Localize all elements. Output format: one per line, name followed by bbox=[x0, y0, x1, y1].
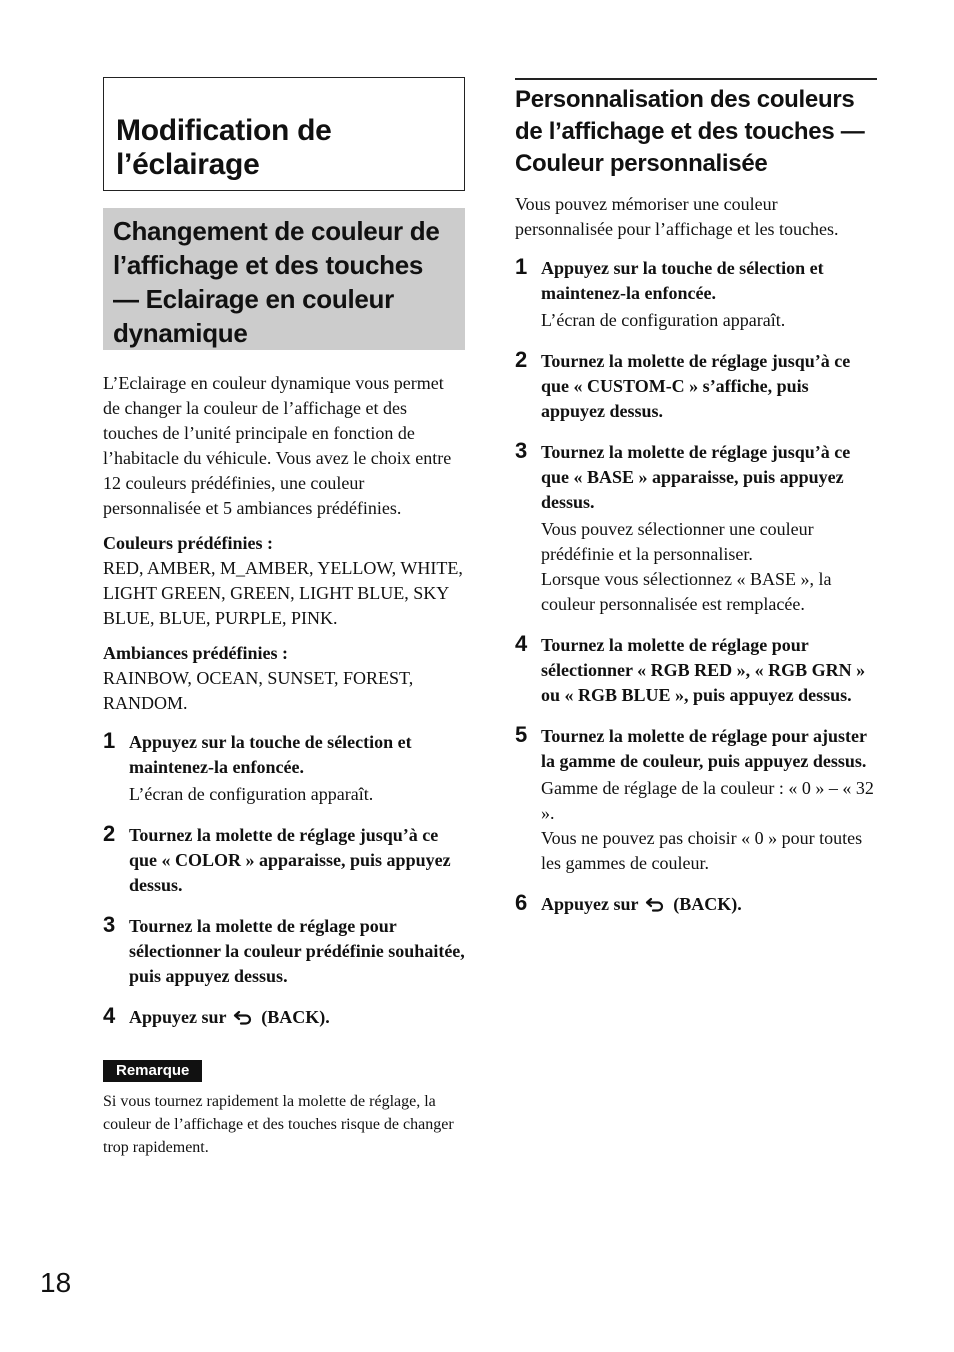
step bbox=[103, 1005, 465, 1030]
step-number: 2 bbox=[103, 821, 116, 846]
steps-list bbox=[515, 256, 877, 917]
step-instruction: Tournez la molette de réglage pour sélectionner « RGB RED », « RGB GRN » ou « RGB BLUE », puis appuyez dessus. bbox=[541, 635, 866, 705]
step-number: 6 bbox=[515, 890, 528, 915]
back-arrow-icon bbox=[233, 1009, 255, 1025]
intro-paragraph: Vous pouvez mémoriser une couleur personnalisée pour l’affichage et les touches. bbox=[515, 194, 839, 239]
step-result-extra: Vous ne pouvez pas choisir « 0 » pour toutes les gammes de couleur. bbox=[541, 828, 863, 873]
right-column bbox=[515, 78, 877, 933]
step-instruction: Tournez la molette de réglage jusqu’à ce que « BASE » apparaisse, puis appuyez dessus. bbox=[541, 442, 851, 512]
section-heading-custom-color: Personnalisation des couleurs de l’affichage et des touches — Couleur personnalisée bbox=[515, 86, 865, 177]
step-instruction: Appuyez sur la touche de sélection et maintenez-la enfoncée. bbox=[541, 258, 824, 303]
step bbox=[515, 440, 877, 617]
steps-list bbox=[103, 730, 465, 1030]
preset-colors-label: Couleurs prédéfinies : bbox=[103, 533, 273, 553]
step-number: 5 bbox=[515, 722, 528, 747]
step-instruction: Appuyez sur la touche de sélection et maintenez-la enfoncée. bbox=[129, 732, 412, 777]
left-column bbox=[103, 77, 465, 1159]
section-heading-box bbox=[515, 78, 877, 180]
step-text-after: (BACK). bbox=[261, 1007, 330, 1027]
section-heading-box bbox=[103, 208, 465, 350]
intro-paragraph: L’Eclairage en couleur dynamique vous permet de changer la couleur de l’affichage et des touches de l’unité principale en fonction de l’habitacle du véhicule. Vous avez le choix entre 12 couleurs prédéfinies, une couleur personnalisée et 5 ambiances prédéfinies. bbox=[103, 373, 452, 518]
step-number: 1 bbox=[103, 728, 116, 753]
step-result: L’écran de configuration apparaît. bbox=[129, 784, 374, 804]
preset-colors-list: RED, AMBER, M_AMBER, YELLOW, WHITE, LIGHT GREEN, GREEN, LIGHT BLUE, SKY BLUE, BLUE, PURPLE, PINK. bbox=[103, 558, 463, 628]
step bbox=[103, 823, 465, 898]
step bbox=[515, 349, 877, 424]
back-arrow-icon bbox=[645, 896, 667, 912]
chapter-title: Modification de l’éclairage bbox=[116, 114, 332, 181]
step-number: 2 bbox=[515, 347, 528, 372]
section-heading-dynamic-color: Changement de couleur de l’affichage et des touches — Eclairage en couleur dynamique bbox=[113, 216, 440, 348]
step-instruction: Tournez la molette de réglage jusqu’à ce que « COLOR » apparaisse, puis appuyez dessus. bbox=[129, 825, 451, 895]
step-instruction bbox=[129, 1005, 465, 1030]
step bbox=[515, 724, 877, 876]
step-text-before: Appuyez sur bbox=[541, 894, 639, 914]
step-result: Vous pouvez sélectionner une couleur prédéfinie et la personnaliser. bbox=[541, 519, 814, 564]
step bbox=[515, 633, 877, 708]
step bbox=[515, 892, 877, 917]
preset-ambiances-list: RAINBOW, OCEAN, SUNSET, FOREST, RANDOM. bbox=[103, 668, 414, 713]
step bbox=[515, 256, 877, 333]
chapter-title-box bbox=[103, 77, 465, 191]
step-text-after: (BACK). bbox=[673, 894, 742, 914]
step-instruction: Tournez la molette de réglage pour sélectionner la couleur prédéfinie souhaitée, puis appuyez dessus. bbox=[129, 916, 465, 986]
step-number: 3 bbox=[515, 438, 528, 463]
step bbox=[103, 914, 465, 989]
step-number: 3 bbox=[103, 912, 116, 937]
step-result-extra: Lorsque vous sélectionnez « BASE », la couleur personnalisée est remplacée. bbox=[541, 569, 832, 614]
note-badge: Remarque bbox=[103, 1060, 202, 1082]
step-number: 4 bbox=[515, 631, 528, 656]
note-text: Si vous tournez rapidement la molette de réglage, la couleur de l’affichage et des touches risque de changer trop rapidement. bbox=[103, 1093, 454, 1156]
step-instruction bbox=[541, 892, 877, 917]
step-number: 4 bbox=[103, 1003, 116, 1028]
step-result: Gamme de réglage de la couleur : « 0 » – « 32 ». bbox=[541, 778, 874, 823]
step-instruction: Tournez la molette de réglage pour ajuster la gamme de couleur, puis appuyez dessus. bbox=[541, 726, 867, 771]
preset-ambiances-label: Ambiances prédéfinies : bbox=[103, 643, 288, 663]
step-number: 1 bbox=[515, 254, 528, 279]
step-result: L’écran de configuration apparaît. bbox=[541, 310, 786, 330]
step bbox=[103, 730, 465, 807]
page-number: 18 bbox=[40, 1267, 72, 1298]
step-text-before: Appuyez sur bbox=[129, 1007, 227, 1027]
step-instruction: Tournez la molette de réglage jusqu’à ce que « CUSTOM-C » s’affiche, puis appuyez dessus. bbox=[541, 351, 851, 421]
